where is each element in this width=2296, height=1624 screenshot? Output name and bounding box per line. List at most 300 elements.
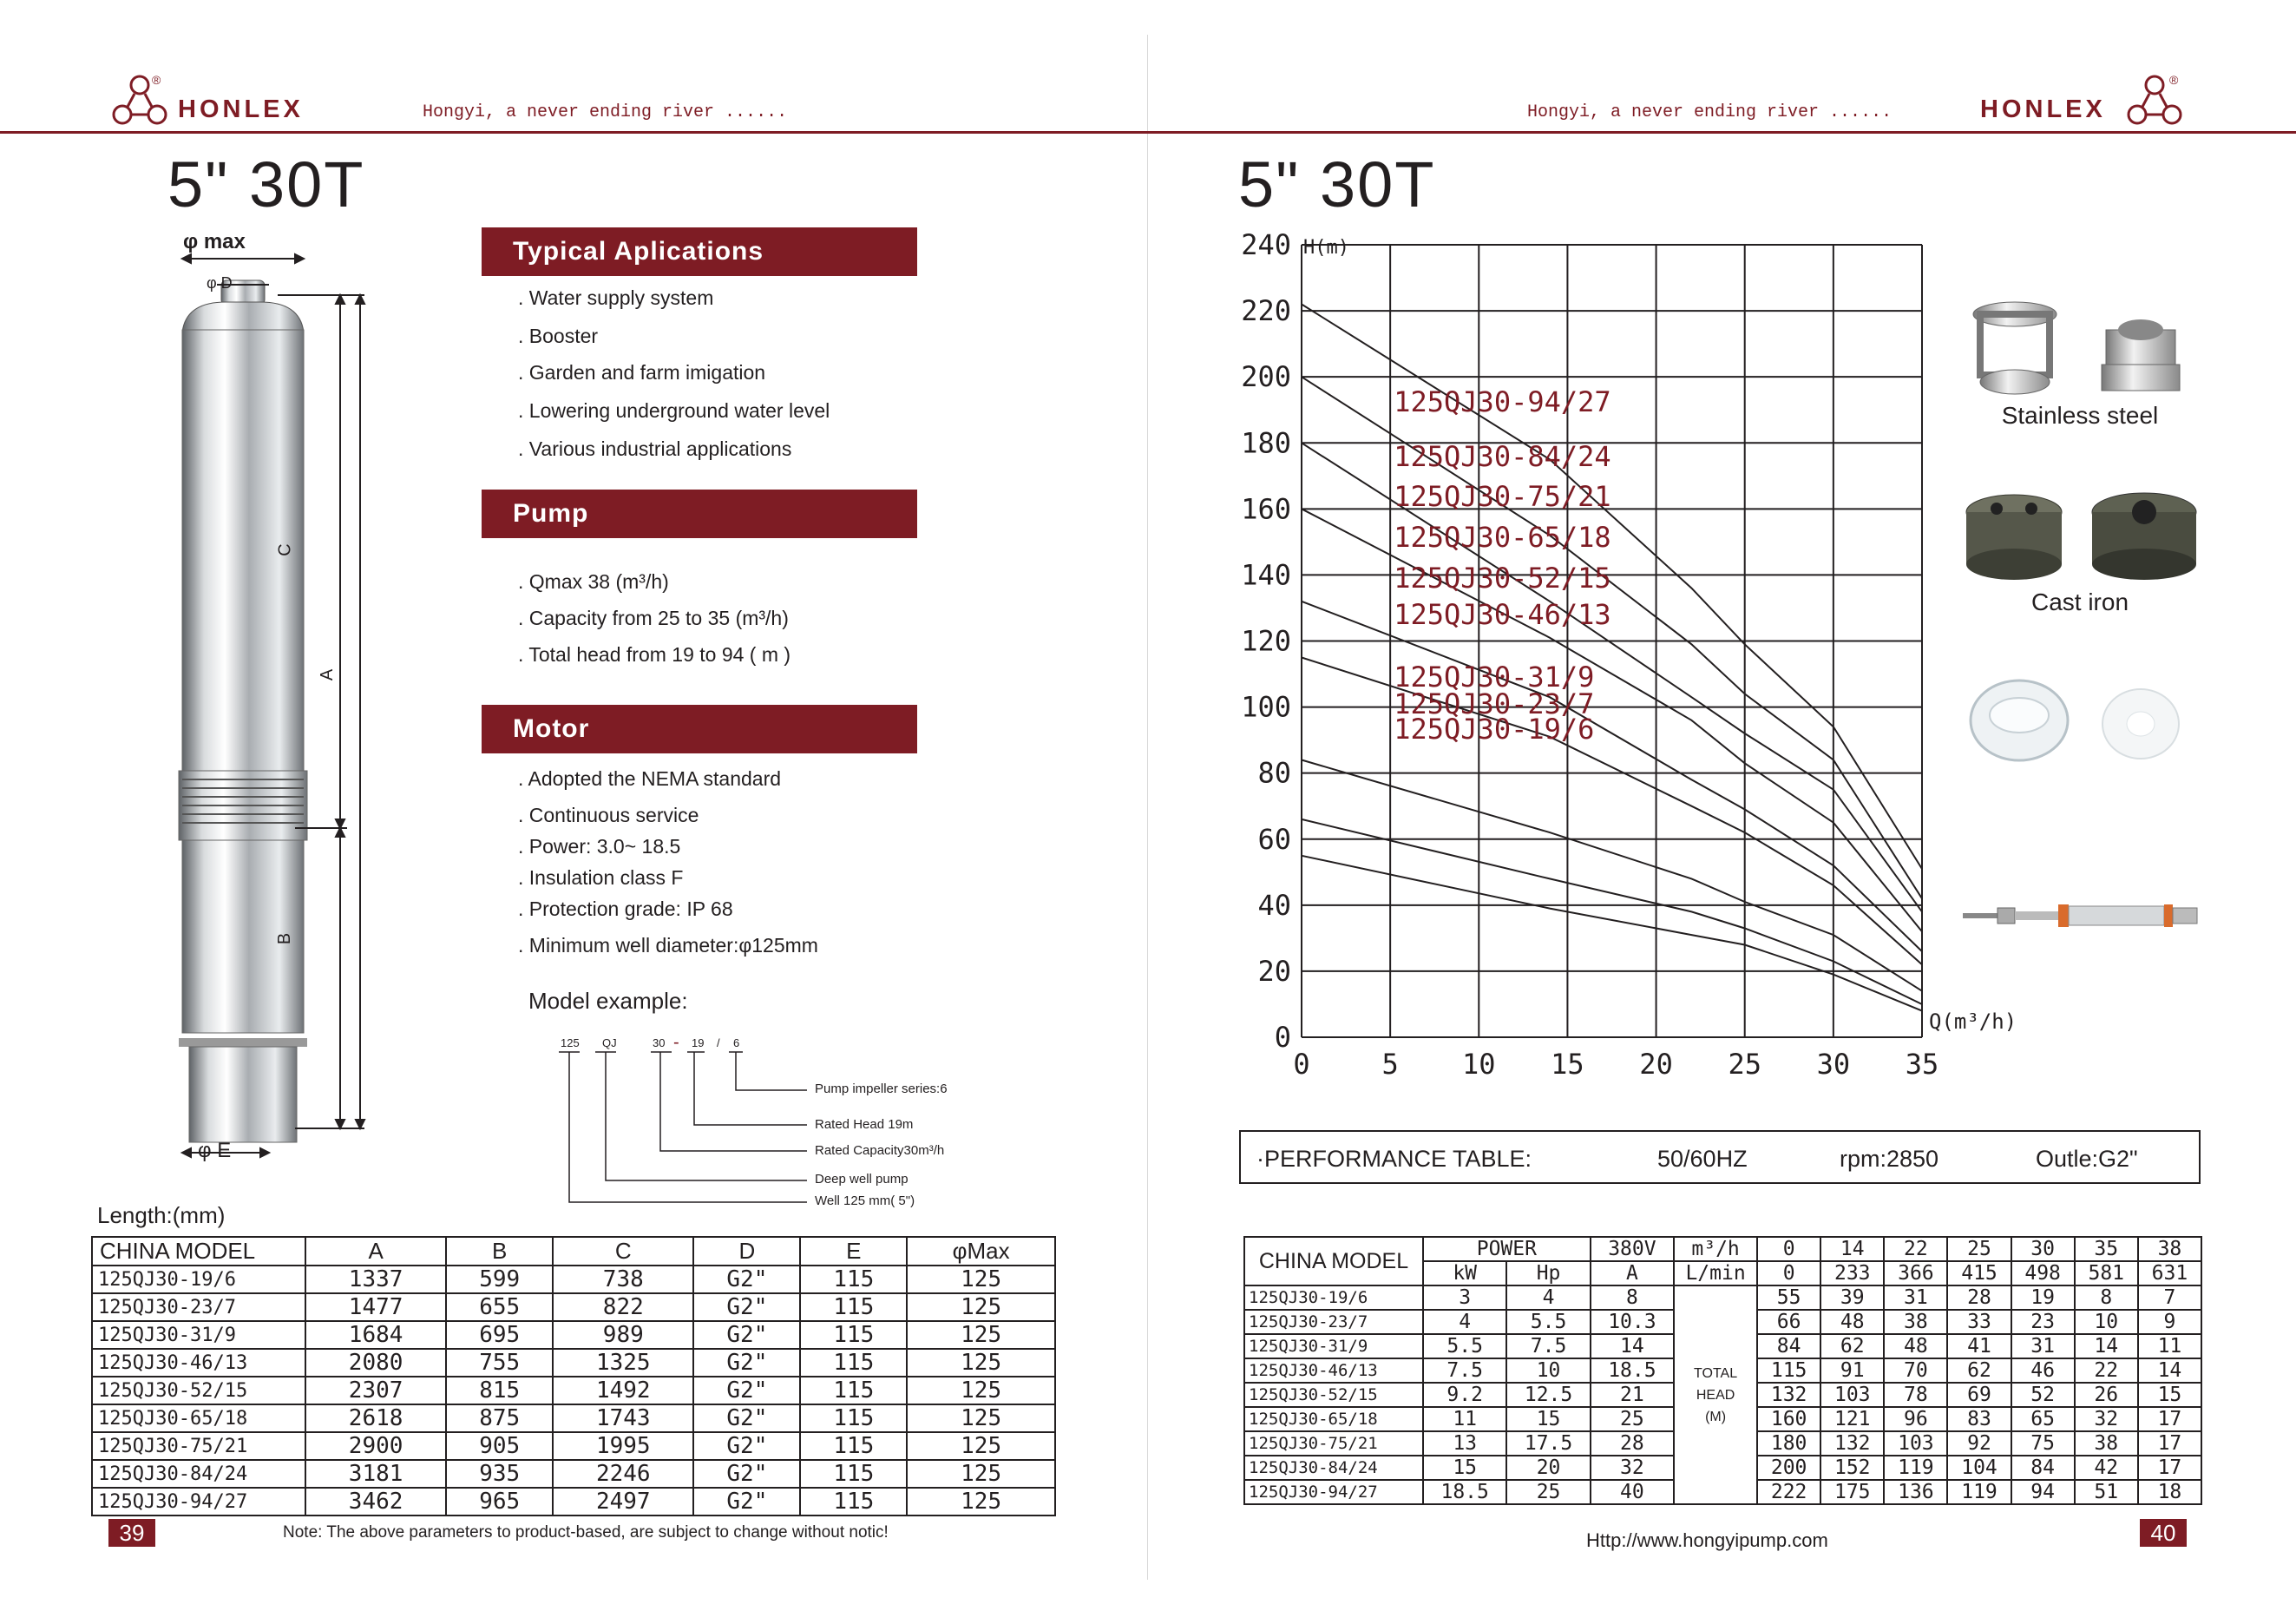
head-cell: 62 <box>1947 1358 2011 1383</box>
code-part: - <box>673 1033 679 1052</box>
code-part: 19 <box>692 1036 705 1049</box>
head-cell: 52 <box>2011 1383 2075 1407</box>
list-item: . Total head from 19 to 94 ( m ) <box>518 643 791 666</box>
perf-outlet: Outle:G2" <box>2036 1146 2138 1172</box>
head-cell: 7 <box>2138 1285 2201 1310</box>
head-cell: 22 <box>2075 1358 2138 1383</box>
head-cell: 19 <box>2011 1285 2075 1310</box>
flow-unit-m3h: m³/h <box>1674 1237 1757 1261</box>
table-cell: G2" <box>693 1460 800 1488</box>
table-cell: 1492 <box>553 1377 693 1404</box>
perf-rpm: rpm:2850 <box>1840 1146 1939 1172</box>
hp-header: Hp <box>1506 1261 1590 1285</box>
head-cell: 23 <box>2011 1310 2075 1334</box>
table-cell: G2" <box>693 1321 800 1349</box>
table-cell: 115 <box>800 1460 907 1488</box>
flow-lmin: 581 <box>2075 1261 2138 1285</box>
table-cell: 125QJ30-31/9 <box>1244 1334 1423 1358</box>
length-label: Length:(mm) <box>97 1202 226 1228</box>
flow-header: 0 <box>1757 1237 1820 1261</box>
list-item: . Water supply system <box>518 286 714 309</box>
flow-header: 22 <box>1884 1237 1947 1261</box>
x-tick-label: 0 <box>1293 1048 1310 1081</box>
table-cell: 822 <box>553 1293 693 1321</box>
series-label: 125QJ30-84/24 <box>1394 440 1611 473</box>
table-cell: 695 <box>446 1321 553 1349</box>
honlex-logo-icon <box>2119 73 2190 128</box>
table-cell: 125 <box>907 1266 1055 1293</box>
table-cell: 125QJ30-84/24 <box>1244 1456 1423 1480</box>
head-cell: 42 <box>2075 1456 2138 1480</box>
total-head-line: (M) <box>1705 1409 1727 1424</box>
head-cell: 160 <box>1757 1407 1820 1431</box>
table-cell: 5.5 <box>1506 1310 1590 1334</box>
performance-chart <box>1215 217 2048 1094</box>
head-cell: 70 <box>1884 1358 1947 1383</box>
page-divider <box>1147 35 1148 1580</box>
table-cell: 7.5 <box>1423 1358 1506 1383</box>
dim-phi-max: φ max <box>183 230 246 253</box>
head-cell: 28 <box>1947 1285 2011 1310</box>
head-cell: 66 <box>1757 1310 1820 1334</box>
series-label: 125QJ30-65/18 <box>1394 521 1611 554</box>
code-part: 6 <box>733 1036 740 1049</box>
flow-header: 30 <box>2011 1237 2075 1261</box>
kw-header: kW <box>1423 1261 1506 1285</box>
table-cell: 17.5 <box>1506 1431 1590 1456</box>
plastic-impeller-image <box>1963 677 2197 773</box>
list-item: . Power: 3.0~ 18.5 <box>518 835 681 858</box>
series-label: 125QJ30-23/7 <box>1394 687 1595 720</box>
head-cell: 11 <box>2138 1334 2201 1358</box>
code-part: / <box>717 1036 720 1049</box>
head-cell: 48 <box>1884 1334 1947 1358</box>
flow-unit-lmin: L/min <box>1674 1261 1757 1285</box>
y-tick-label: 180 <box>1241 426 1291 460</box>
part-label-cast-iron: Cast iron <box>2030 588 2129 615</box>
dim-table-header: φMax <box>907 1237 1055 1266</box>
head-cell: 31 <box>1884 1285 1947 1310</box>
part-label-stainless: Stainless steel <box>2001 402 2159 429</box>
page-number: 39 <box>108 1519 155 1547</box>
head-cell: 200 <box>1757 1456 1820 1480</box>
head-cell: 83 <box>1947 1407 2011 1431</box>
table-cell: 3181 <box>305 1460 446 1488</box>
head-cell: 132 <box>1757 1383 1820 1407</box>
head-cell: 38 <box>2075 1431 2138 1456</box>
table-cell: 25 <box>1591 1407 1674 1431</box>
header-rule <box>1147 131 2296 134</box>
table-cell: 4 <box>1423 1310 1506 1334</box>
series-label: 125QJ30-46/13 <box>1394 598 1611 631</box>
total-head-label <box>1674 1285 1757 1504</box>
series-line <box>1302 819 1922 1004</box>
table-cell: 125QJ30-19/6 <box>1244 1285 1423 1310</box>
table-cell: 125 <box>907 1460 1055 1488</box>
table-cell: G2" <box>693 1349 800 1377</box>
list-item: . Continuous service <box>518 804 699 826</box>
list-item: . Booster <box>518 325 599 347</box>
table-cell: 5.5 <box>1423 1334 1506 1358</box>
perf-label: ·PERFORMANCE TABLE: <box>1256 1146 1532 1172</box>
list-item: . Various industrial applications <box>518 437 792 460</box>
table-cell: 2080 <box>305 1349 446 1377</box>
table-cell: 989 <box>553 1321 693 1349</box>
table-cell: G2" <box>693 1266 800 1293</box>
flow-header: 25 <box>1947 1237 2011 1261</box>
table-row <box>1244 1285 2201 1310</box>
head-cell: 75 <box>2011 1431 2075 1456</box>
x-tick-label: 5 <box>1381 1048 1399 1081</box>
page-number: 40 <box>2140 1519 2187 1547</box>
footnote: Note: The above parameters to product-based, are subject to change without notic! <box>283 1523 889 1542</box>
y-tick-label: 140 <box>1241 558 1291 592</box>
table-cell: 125 <box>907 1321 1055 1349</box>
head-cell: 48 <box>1820 1310 1884 1334</box>
dim-table-header: D <box>693 1237 800 1266</box>
table-cell: 115 <box>800 1404 907 1432</box>
table-cell: 2618 <box>305 1404 446 1432</box>
table-row <box>92 1377 1055 1404</box>
table-cell: 125QJ30-75/21 <box>92 1432 305 1460</box>
table-cell: G2" <box>693 1404 800 1432</box>
series-label: 125QJ30-52/15 <box>1394 562 1611 595</box>
head-cell: 119 <box>1947 1480 2011 1504</box>
table-cell: 125QJ30-31/9 <box>92 1321 305 1349</box>
flow-header: 35 <box>2075 1237 2138 1261</box>
table-cell: 738 <box>553 1266 693 1293</box>
table-cell: 115 <box>800 1293 907 1321</box>
list-item: . Garden and farm imigation <box>518 361 766 384</box>
table-row <box>92 1460 1055 1488</box>
y-tick-label: 100 <box>1241 690 1291 724</box>
slogan: Hongyi, a never ending river ...... <box>1527 102 1893 122</box>
head-cell: 94 <box>2011 1480 2075 1504</box>
flow-lmin: 415 <box>1947 1261 2011 1285</box>
header-rule <box>0 131 1147 134</box>
pump-shaft-image <box>1963 894 2206 937</box>
head-cell: 46 <box>2011 1358 2075 1383</box>
flow-lmin: 366 <box>1884 1261 1947 1285</box>
table-cell: 125QJ30-94/27 <box>1244 1480 1423 1504</box>
x-tick-label: 25 <box>1728 1048 1761 1081</box>
model-example-title: Model example: <box>528 988 688 1014</box>
brand-name: HONLEX <box>178 95 304 123</box>
code-part: QJ <box>602 1036 617 1049</box>
dim-table-header: C <box>553 1237 693 1266</box>
table-cell: 815 <box>446 1377 553 1404</box>
table-row <box>92 1266 1055 1293</box>
flow-lmin: 0 <box>1757 1261 1820 1285</box>
x-tick-label: 10 <box>1462 1048 1496 1081</box>
model-example-leaders <box>555 1049 816 1205</box>
series-line <box>1302 602 1922 951</box>
performance-table <box>1243 1236 2202 1505</box>
flow-header: 38 <box>2138 1237 2201 1261</box>
head-cell: 69 <box>1947 1383 2011 1407</box>
cast-iron-parts-image <box>1958 491 2209 587</box>
y-tick-label: 120 <box>1241 624 1291 658</box>
head-cell: 121 <box>1820 1407 1884 1431</box>
list-item: . Qmax 38 (m³/h) <box>518 570 669 593</box>
head-cell: 103 <box>1884 1431 1947 1456</box>
table-cell: 13 <box>1423 1431 1506 1456</box>
stainless-parts-image <box>1963 295 2197 408</box>
table-row <box>92 1321 1055 1349</box>
power-header: POWER <box>1423 1237 1591 1261</box>
list-item: . Minimum well diameter:φ125mm <box>518 934 818 957</box>
table-cell: 125 <box>907 1488 1055 1516</box>
flow-lmin: 631 <box>2138 1261 2201 1285</box>
head-cell: 78 <box>1884 1383 1947 1407</box>
head-cell: 180 <box>1757 1431 1820 1456</box>
table-cell: 8 <box>1591 1285 1674 1310</box>
table-cell: 125QJ30-52/15 <box>92 1377 305 1404</box>
table-cell: 2900 <box>305 1432 446 1460</box>
page-title: 5" 30T <box>167 148 365 220</box>
table-cell: 28 <box>1591 1431 1674 1456</box>
head-cell: 51 <box>2075 1480 2138 1504</box>
table-cell: 125QJ30-46/13 <box>92 1349 305 1377</box>
perf-frequency: 50/60HZ <box>1657 1146 1748 1172</box>
table-cell: 10.3 <box>1591 1310 1674 1334</box>
section-heading-pump: Pump <box>482 490 917 538</box>
table-cell: 2307 <box>305 1377 446 1404</box>
head-cell: 136 <box>1884 1480 1947 1504</box>
table-cell: 115 <box>800 1377 907 1404</box>
table-cell: 905 <box>446 1432 553 1460</box>
section-heading-applications: Typical Aplications <box>482 227 917 276</box>
table-cell: 14 <box>1591 1334 1674 1358</box>
head-cell: 175 <box>1820 1480 1884 1504</box>
head-cell: 38 <box>1884 1310 1947 1334</box>
table-cell: 115 <box>800 1488 907 1516</box>
pump-drawing <box>148 233 373 1179</box>
table-cell: 18.5 <box>1591 1358 1674 1383</box>
annotation-deep-well: Deep well pump <box>815 1172 909 1187</box>
list-item: . Lowering underground water level <box>518 399 830 422</box>
annotation-impeller: Pump impeller series:6 <box>815 1082 948 1096</box>
y-tick-label: 240 <box>1241 228 1291 261</box>
flow-header: 14 <box>1820 1237 1884 1261</box>
table-cell: 115 <box>800 1432 907 1460</box>
y-tick-label: 200 <box>1241 360 1291 394</box>
table-cell: 125QJ30-94/27 <box>92 1488 305 1516</box>
table-cell: 1325 <box>553 1349 693 1377</box>
annotation-well: Well 125 mm( 5") <box>815 1193 915 1208</box>
y-axis-label: H(m) <box>1303 237 1349 259</box>
table-cell: 599 <box>446 1266 553 1293</box>
table-cell: 125 <box>907 1432 1055 1460</box>
table-row <box>92 1432 1055 1460</box>
table-cell: 125QJ30-65/18 <box>1244 1407 1423 1431</box>
table-cell: 20 <box>1506 1456 1590 1480</box>
table-cell: 125QJ30-19/6 <box>92 1266 305 1293</box>
head-cell: 103 <box>1820 1383 1884 1407</box>
head-cell: 222 <box>1757 1480 1820 1504</box>
table-cell: 655 <box>446 1293 553 1321</box>
page-title: 5" 30T <box>1238 148 1436 220</box>
head-cell: 18 <box>2138 1480 2201 1504</box>
table-row <box>92 1488 1055 1516</box>
table-cell: G2" <box>693 1293 800 1321</box>
slogan: Hongyi, a never ending river ...... <box>423 102 788 122</box>
annotation-head: Rated Head 19m <box>815 1117 914 1132</box>
dim-phi-d: φ D <box>207 274 233 292</box>
amp-header: A <box>1591 1261 1674 1285</box>
table-cell: 1477 <box>305 1293 446 1321</box>
website-url: Http://www.hongyipump.com <box>1586 1529 1828 1551</box>
head-cell: 119 <box>1884 1456 1947 1480</box>
head-cell: 92 <box>1947 1431 2011 1456</box>
table-cell: 3462 <box>305 1488 446 1516</box>
head-cell: 84 <box>2011 1456 2075 1480</box>
x-tick-label: 15 <box>1551 1048 1584 1081</box>
x-tick-label: 30 <box>1816 1048 1851 1081</box>
table-cell: 125 <box>907 1349 1055 1377</box>
brand-name: HONLEX <box>1980 95 2106 123</box>
total-head-line: HEAD <box>1696 1387 1735 1403</box>
table-cell: 125 <box>907 1404 1055 1432</box>
table-cell: 32 <box>1591 1456 1674 1480</box>
dim-table-header: E <box>800 1237 907 1266</box>
y-tick-label: 60 <box>1257 822 1291 856</box>
table-cell: 125QJ30-46/13 <box>1244 1358 1423 1383</box>
y-tick-label: 20 <box>1257 954 1291 988</box>
table-cell: G2" <box>693 1432 800 1460</box>
head-cell: 91 <box>1820 1358 1884 1383</box>
dim-table-header: B <box>446 1237 553 1266</box>
dim-table-header: CHINA MODEL <box>92 1237 305 1266</box>
series-label: 125QJ30-94/27 <box>1394 385 1611 418</box>
table-cell: 40 <box>1591 1480 1674 1504</box>
y-tick-label: 40 <box>1257 888 1291 922</box>
table-cell: 7.5 <box>1506 1334 1590 1358</box>
head-cell: 96 <box>1884 1407 1947 1431</box>
dimension-table <box>91 1236 1056 1516</box>
table-cell: 125QJ30-84/24 <box>92 1460 305 1488</box>
head-cell: 15 <box>2138 1383 2201 1407</box>
table-row <box>92 1404 1055 1432</box>
head-cell: 8 <box>2075 1285 2138 1310</box>
list-item: . Insulation class F <box>518 866 684 889</box>
table-cell: G2" <box>693 1488 800 1516</box>
table-cell: 10 <box>1506 1358 1590 1383</box>
table-cell: 2246 <box>553 1460 693 1488</box>
table-cell: 18.5 <box>1423 1480 1506 1504</box>
head-cell: 104 <box>1947 1456 2011 1480</box>
performance-bar <box>1239 1130 2201 1184</box>
table-cell: 935 <box>446 1460 553 1488</box>
head-cell: 10 <box>2075 1310 2138 1334</box>
x-tick-label: 20 <box>1639 1048 1673 1081</box>
head-cell: 31 <box>2011 1334 2075 1358</box>
flow-lmin: 233 <box>1820 1261 1884 1285</box>
table-cell: 25 <box>1506 1480 1590 1504</box>
table-cell: 125 <box>907 1377 1055 1404</box>
head-cell: 39 <box>1820 1285 1884 1310</box>
head-cell: 132 <box>1820 1431 1884 1456</box>
table-cell: 1743 <box>553 1404 693 1432</box>
table-cell: 755 <box>446 1349 553 1377</box>
table-cell: 11 <box>1423 1407 1506 1431</box>
honlex-logo-icon <box>104 73 175 128</box>
list-item: . Capacity from 25 to 35 (m³/h) <box>518 607 789 629</box>
table-cell: 125QJ30-75/21 <box>1244 1431 1423 1456</box>
head-cell: 9 <box>2138 1310 2201 1334</box>
table-row <box>92 1349 1055 1377</box>
annotation-capacity: Rated Capacity30m³/h <box>815 1143 945 1158</box>
registered-mark: ® <box>2169 73 2179 87</box>
head-cell: 115 <box>1757 1358 1820 1383</box>
series-label: 125QJ30-75/21 <box>1394 480 1611 513</box>
table-cell: 115 <box>800 1321 907 1349</box>
registered-mark: ® <box>152 73 161 87</box>
table-cell: 125QJ30-52/15 <box>1244 1383 1423 1407</box>
table-cell: 1995 <box>553 1432 693 1460</box>
table-cell: 15 <box>1423 1456 1506 1480</box>
head-cell: 14 <box>2075 1334 2138 1358</box>
head-cell: 32 <box>2075 1407 2138 1431</box>
x-tick-label: 35 <box>1905 1048 1939 1081</box>
table-cell: 125QJ30-65/18 <box>92 1404 305 1432</box>
dim-phi-e: φ E <box>198 1139 232 1162</box>
table-cell: 3 <box>1423 1285 1506 1310</box>
table-cell: 125QJ30-23/7 <box>1244 1310 1423 1334</box>
table-cell: 125 <box>907 1293 1055 1321</box>
table-cell: 115 <box>800 1349 907 1377</box>
head-cell: 84 <box>1757 1334 1820 1358</box>
table-row <box>92 1293 1055 1321</box>
table-cell: 2497 <box>553 1488 693 1516</box>
head-cell: 65 <box>2011 1407 2075 1431</box>
y-tick-label: 0 <box>1274 1021 1291 1054</box>
table-cell: 4 <box>1506 1285 1590 1310</box>
y-tick-label: 160 <box>1241 492 1291 526</box>
series-label: 125QJ30-31/9 <box>1394 661 1595 694</box>
head-cell: 62 <box>1820 1334 1884 1358</box>
head-cell: 55 <box>1757 1285 1820 1310</box>
total-head-line: TOTAL <box>1694 1365 1738 1381</box>
head-cell: 26 <box>2075 1383 2138 1407</box>
series-label: 125QJ30-19/6 <box>1394 713 1595 746</box>
table-cell: 1684 <box>305 1321 446 1349</box>
head-cell: 17 <box>2138 1456 2201 1480</box>
head-cell: 17 <box>2138 1431 2201 1456</box>
model-header: CHINA MODEL <box>1244 1237 1423 1285</box>
head-cell: 41 <box>1947 1334 2011 1358</box>
y-tick-label: 80 <box>1257 756 1291 790</box>
flow-lmin: 498 <box>2011 1261 2075 1285</box>
code-part: 125 <box>561 1036 580 1049</box>
list-item: . Adopted the NEMA standard <box>518 767 782 790</box>
head-cell: 17 <box>2138 1407 2201 1431</box>
table-cell: 21 <box>1591 1383 1674 1407</box>
section-heading-motor: Motor <box>482 705 917 753</box>
head-cell: 14 <box>2138 1358 2201 1383</box>
x-axis-label: Q(m³/h) <box>1929 1009 2017 1034</box>
table-cell: 1337 <box>305 1266 446 1293</box>
table-cell: 15 <box>1506 1407 1590 1431</box>
head-cell: 152 <box>1820 1456 1884 1480</box>
dim-table-header: A <box>305 1237 446 1266</box>
table-cell: G2" <box>693 1377 800 1404</box>
list-item: . Protection grade: IP 68 <box>518 897 733 920</box>
y-tick-label: 220 <box>1241 294 1291 328</box>
dim-c: C <box>275 543 295 556</box>
table-cell: 12.5 <box>1506 1383 1590 1407</box>
volt-header: 380V <box>1591 1237 1674 1261</box>
